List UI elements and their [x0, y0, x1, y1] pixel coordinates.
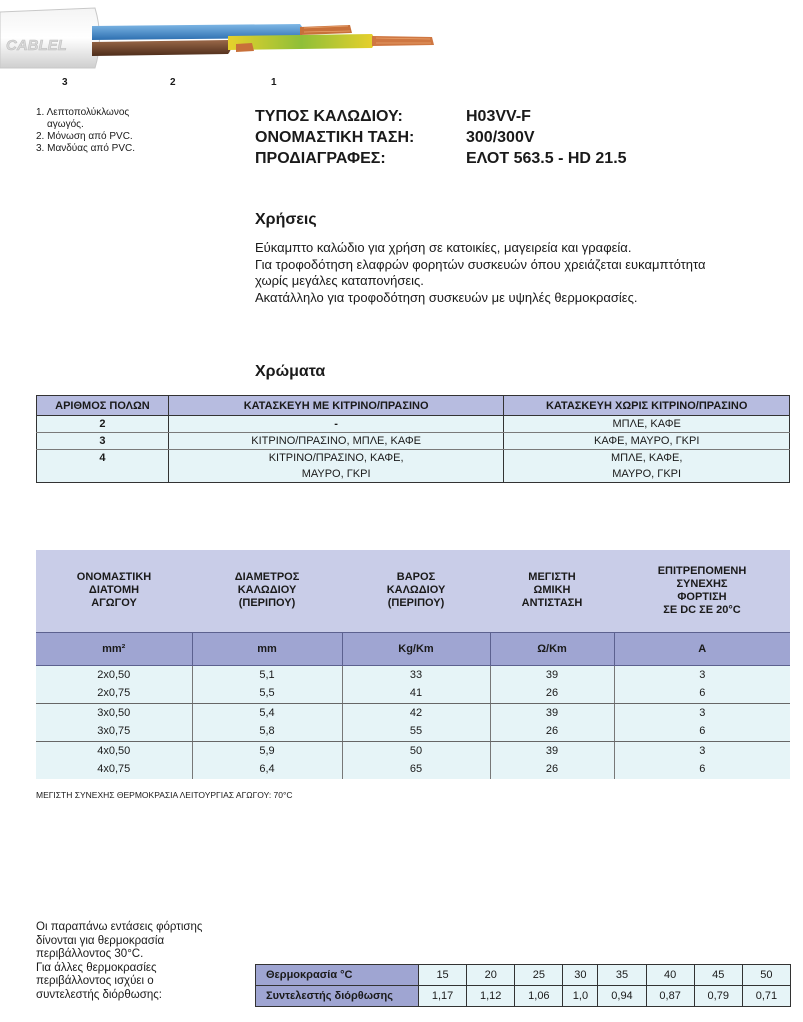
- table-row: [37, 466, 790, 483]
- legend-item-1: 1. Λεπτοπολύκλωνος: [36, 107, 130, 118]
- cell: ΜΠΛΕ, ΚΑΦΕ,: [504, 450, 790, 467]
- cell: 4: [37, 450, 169, 467]
- spec-label: ΤΥΠΟΣ ΚΑΛΩΔΙΟΥ:: [255, 108, 403, 125]
- cell: 5,4: [192, 703, 342, 722]
- cell: 26: [490, 722, 614, 741]
- header-line: (ΠΕΡΙΠΟΥ): [387, 597, 445, 610]
- header-line: ΚΑΛΩΔΙΟΥ: [237, 584, 297, 597]
- cell: 39: [490, 741, 614, 760]
- text-line: περιβάλλοντος 30°C.: [36, 948, 144, 960]
- cell: 6: [614, 722, 790, 741]
- cell: 3x0,75: [36, 722, 192, 741]
- parts-legend: [36, 107, 206, 155]
- legend-item-1-cont: αγωγός.: [47, 119, 84, 130]
- cell: 35: [598, 965, 646, 986]
- table-row: [36, 684, 790, 703]
- cell: ΚΙΤΡΙΝΟ/ΠΡΑΣΙΝΟ, ΚΑΦΕ,: [168, 450, 504, 467]
- unit-cell: A: [614, 632, 790, 665]
- uses-title: Χρήσεις: [255, 211, 317, 228]
- header-line: ΜΕΓΙΣΤΗ: [528, 571, 576, 584]
- cell: 15: [419, 965, 467, 986]
- col-header-with-yg: ΚΑΤΑΣΚΕΥΗ ΜΕ ΚΙΤΡΙΝΟ/ΠΡΑΣΙΝΟ: [168, 396, 504, 416]
- spec-row-standards: [255, 148, 627, 169]
- cell: 26: [490, 684, 614, 703]
- part-number-3: 3: [62, 77, 68, 88]
- colors-title: Χρώματα: [255, 363, 326, 380]
- cell: 5,1: [192, 665, 342, 684]
- cell: 26: [490, 760, 614, 779]
- colors-table: [36, 395, 790, 483]
- dimensions-table: [36, 550, 790, 779]
- cell: ΜΑΥΡΟ, ΓΚΡΙ: [504, 466, 790, 483]
- header-line: ΟΝΟΜΑΣΤΙΚΗ: [76, 571, 152, 584]
- col-header-diameter: [192, 550, 342, 632]
- cell: 1,12: [467, 986, 515, 1007]
- legend-item-2: 2. Μόνωση από PVC.: [36, 131, 133, 142]
- table-row: [36, 722, 790, 741]
- cell: 0,71: [742, 986, 790, 1007]
- col-header-current: [614, 550, 790, 632]
- spec-label: ΠΡΟΔΙΑΓΡΑΦΕΣ:: [255, 150, 386, 167]
- col-header-resistance: [490, 550, 614, 632]
- cell: 39: [490, 665, 614, 684]
- temperature-row: [256, 965, 791, 986]
- dims-header-row: [36, 550, 790, 632]
- cell: 6: [614, 684, 790, 703]
- spec-row-voltage: [255, 127, 627, 148]
- col-header-cross-section: [36, 550, 192, 632]
- table-row: [37, 450, 790, 467]
- text-line: περιβάλλοντος ισχύει ο: [36, 975, 154, 987]
- header-line: ΔΙΑΤΟΜΗ: [88, 584, 140, 597]
- unit-cell: Ω/Km: [490, 632, 614, 665]
- cell: ΜΑΥΡΟ, ΓΚΡΙ: [168, 466, 504, 483]
- factor-label: Συντελεστής διόρθωσης: [256, 986, 419, 1007]
- cell: 3x0,50: [36, 703, 192, 722]
- cell: 6,4: [192, 760, 342, 779]
- legend-item-3: 3. Μανδύας από PVC.: [36, 143, 136, 154]
- spec-value: H03VV-F: [466, 108, 531, 125]
- cell: 41: [342, 684, 490, 703]
- cell: ΜΠΛΕ, ΚΑΦΕ: [504, 416, 790, 433]
- uses-line: Για τροφοδότηση ελαφρών φορητών συσκευών όπου χρειάζεται ευκαμπτότητα: [255, 256, 706, 272]
- header-line: ΣΥΝΕΧΗΣ: [676, 577, 728, 590]
- cell: 42: [342, 703, 490, 722]
- header-line: ΒΑΡΟΣ: [396, 571, 436, 584]
- unit-cell: mm²: [36, 632, 192, 665]
- conductor-3: [236, 43, 254, 52]
- col-header-without-yg: ΚΑΤΑΣΚΕΥΗ ΧΩΡΙΣ ΚΙΤΡΙΝΟ/ΠΡΑΣΙΝΟ: [504, 396, 790, 416]
- cell: 40: [646, 965, 694, 986]
- spec-value: 300/300V: [466, 129, 535, 146]
- correction-factor-table: [255, 964, 791, 1007]
- cell: 3: [614, 703, 790, 722]
- conductor-2: [372, 36, 434, 46]
- cell: 2x0,50: [36, 665, 192, 684]
- cell: 50: [742, 965, 790, 986]
- unit-cell: mm: [192, 632, 342, 665]
- cell: 25: [515, 965, 563, 986]
- text-line: Οι παραπάνω εντάσεις φόρτισης: [36, 921, 203, 933]
- cell: 5,9: [192, 741, 342, 760]
- cell: 2: [37, 416, 169, 433]
- text-line: δίνονται για θερμοκρασία: [36, 934, 165, 947]
- factor-row: [256, 986, 791, 1007]
- cable-illustration: [0, 0, 440, 72]
- uses-line: Εύκαμπτο καλώδιο για χρήση σε κατοικίες, μαγειρεία και γραφεία.: [255, 240, 632, 255]
- header-line: (ΠΕΡΙΠΟΥ): [238, 597, 296, 610]
- part-number-2: 2: [170, 77, 176, 88]
- header-line: ΣΕ DC ΣΕ 20°C: [663, 603, 741, 616]
- table-row: [37, 433, 790, 450]
- insulation-brown: [92, 40, 231, 56]
- part-number-1: 1: [271, 77, 277, 88]
- cell: 2x0,75: [36, 684, 192, 703]
- header-line: ΚΑΛΩΔΙΟΥ: [386, 584, 446, 597]
- jacket-print: CABLEL: [6, 37, 67, 54]
- header-line: ΔΙΑΜΕΤΡΟΣ: [234, 571, 300, 584]
- cell: 5,8: [192, 722, 342, 741]
- cell: 5,5: [192, 684, 342, 703]
- table-row: [37, 416, 790, 433]
- cell: ΚΑΦΕ, ΜΑΥΡΟ, ΓΚΡΙ: [504, 433, 790, 450]
- table-row: [36, 741, 790, 760]
- cell: 45: [694, 965, 742, 986]
- cell: 1,17: [419, 986, 467, 1007]
- uses-line: Ακατάλληλο για τροφοδότηση συσκευών με υψηλές θερμοκρασίες.: [255, 289, 638, 305]
- max-temp-note: ΜΕΓΙΣΤΗ ΣΥΝΕΧΗΣ ΘΕΡΜΟΚΡΑΣΙΑ ΛΕΙΤΟΥΡΓΙΑΣ ΑΓΩΓΟΥ: 70°C: [36, 790, 293, 800]
- cell: 39: [490, 703, 614, 722]
- cell: 0,94: [598, 986, 646, 1007]
- header-line: ΑΓΩΓΟΥ: [91, 597, 137, 610]
- cell: 65: [342, 760, 490, 779]
- cell: 50: [342, 741, 490, 760]
- header-line: ΩΜΙΚΗ: [533, 584, 571, 597]
- cell: 1,0: [563, 986, 598, 1007]
- cell: 20: [467, 965, 515, 986]
- text-line: Για άλλες θερμοκρασίες: [36, 961, 157, 974]
- cell: 1,06: [515, 986, 563, 1007]
- table-row: [36, 760, 790, 779]
- text-line: συντελεστής διόρθωσης:: [36, 988, 162, 1001]
- col-header-poles: ΑΡΙΘΜΟΣ ΠΟΛΩΝ: [37, 396, 169, 416]
- dims-units-row: [36, 632, 790, 665]
- correction-explanation: [36, 921, 246, 1002]
- cell: 3: [614, 741, 790, 760]
- cell: 33: [342, 665, 490, 684]
- col-header-weight: [342, 550, 490, 632]
- temperature-label: Θερμοκρασία °C: [256, 965, 419, 986]
- cell: 3: [37, 433, 169, 450]
- cell: ΚΙΤΡΙΝΟ/ΠΡΑΣΙΝΟ, ΜΠΛΕ, ΚΑΦΕ: [168, 433, 504, 450]
- spec-row-type: [255, 106, 627, 127]
- spec-label: ΟΝΟΜΑΣΤΙΚΗ ΤΑΣΗ:: [255, 129, 415, 146]
- table-row: [36, 703, 790, 722]
- cell: 3: [614, 665, 790, 684]
- table-row: [36, 665, 790, 684]
- cell: 55: [342, 722, 490, 741]
- unit-cell: Kg/Km: [342, 632, 490, 665]
- uses-text: [255, 240, 785, 306]
- spec-value: ΕΛΟΤ 563.5 - HD 21.5: [466, 150, 627, 167]
- cell: 30: [563, 965, 598, 986]
- uses-line: χωρίς μεγάλες καταπονήσεις.: [255, 273, 424, 288]
- cell: 6: [614, 760, 790, 779]
- cell: 0,79: [694, 986, 742, 1007]
- cell: 0,87: [646, 986, 694, 1007]
- colors-header-row: [37, 396, 790, 416]
- header-line: ΑΝΤΙΣΤΑΣΗ: [521, 597, 583, 610]
- header-line: ΕΠΙΤΡΕΠΟΜΕΝΗ: [657, 564, 747, 577]
- cable-specs: [255, 106, 627, 169]
- cell: -: [168, 416, 504, 433]
- cell: [37, 466, 169, 483]
- cell: 4x0,75: [36, 760, 192, 779]
- header-line: ΦΟΡΤΙΣΗ: [677, 590, 727, 603]
- cell: 4x0,50: [36, 741, 192, 760]
